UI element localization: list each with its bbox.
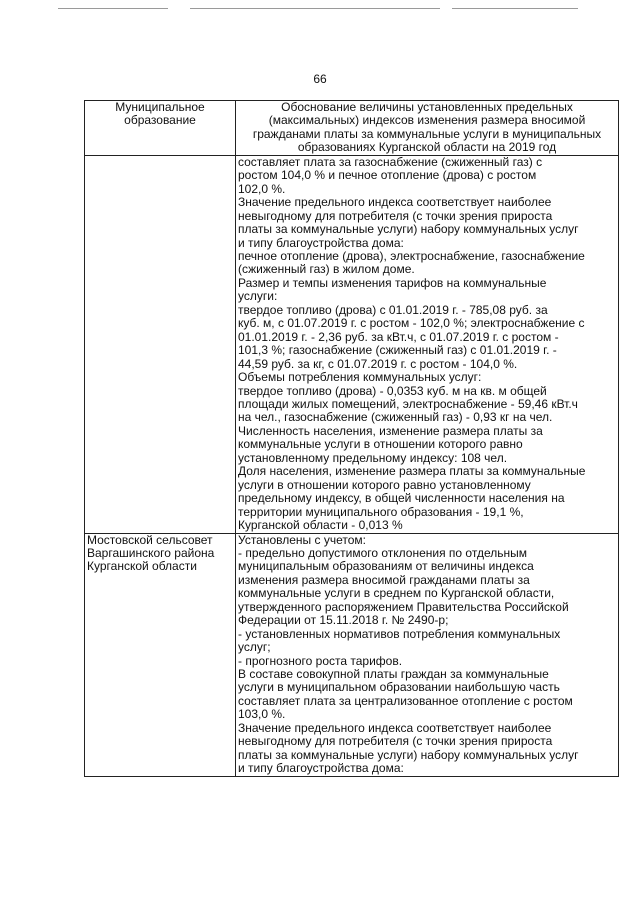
text-line: коммунальные услуги в среднем по Курганской области, xyxy=(238,586,555,601)
text-line: невыгодному для потребителя (с точки зрения прироста xyxy=(238,734,553,749)
text-line: предельному индексу, в общей численности населения на xyxy=(238,491,565,506)
text-line: твердое топливо (дрова) с 01.01.2019 г. - 785,08 руб. за xyxy=(238,302,548,317)
table-row xyxy=(85,533,619,776)
text-line: услуги: xyxy=(238,289,278,304)
text-line: - установленных нормативов потребления коммунальных xyxy=(238,626,561,641)
text-line: на чел., газоснабжение (сжиженный газ) - 0,93 кг на чел. xyxy=(238,410,553,425)
text-line: Варгашинского района xyxy=(87,545,215,560)
text-line: - предельно допустимого отклонения по отдельным xyxy=(238,545,527,560)
text-line: коммунальные услуги в отношении которого равно xyxy=(238,437,523,452)
table-row xyxy=(85,155,619,533)
text-line: муниципальным образованиям от величины индекса xyxy=(238,559,534,574)
tariff-justification-table xyxy=(84,100,619,777)
text-line: куб. м, с 01.07.2019 г. с ростом - 102,0 %; электроснабжение с xyxy=(238,316,585,331)
text-line: В составе совокупной платы граждан за коммунальные xyxy=(238,667,549,682)
text-line: невыгодному для потребителя (с точки зрения прироста xyxy=(238,208,553,223)
text-line: Размер и темпы изменения тарифов на коммунальные xyxy=(238,275,547,290)
text-line: Значение предельного индекса соответствует наиболее xyxy=(238,195,552,210)
text-line: услуг; xyxy=(238,640,271,655)
text-line: услуги в муниципальном образовании наибольшую часть xyxy=(238,680,560,695)
header-municipality: Муниципальное образование xyxy=(85,101,236,156)
text-line: платы за коммунальные услуги) набору коммунальных услуг xyxy=(238,747,579,762)
text-line: платы за коммунальные услуги) набору коммунальных услуг xyxy=(238,222,579,237)
text-line: и типу благоустройства дома: xyxy=(238,761,404,776)
text-line: установленному предельному индексу: 108 чел. xyxy=(238,450,508,465)
text-line: Мостовской сельсовет xyxy=(87,532,213,547)
justification-cell xyxy=(236,155,619,533)
page-number: 66 xyxy=(313,72,327,86)
text-line: 44,59 руб. за кг, с 01.07.2019 г. с ростом - 104,0 %. xyxy=(238,356,518,371)
text-line: Установлены с учетом: xyxy=(238,532,366,547)
municipality-cell xyxy=(85,155,236,533)
text-line: ростом 104,0 % и печное отопление (дрова) с ростом xyxy=(238,168,537,183)
text-line: Доля населения, изменение размера платы за коммунальные xyxy=(238,464,586,479)
scan-artifact-line xyxy=(190,8,440,9)
text-line: Объемы потребления коммунальных услуг: xyxy=(238,370,482,385)
text-line: - прогнозного роста тарифов. xyxy=(238,653,403,668)
text-line: Численность населения, изменение размера платы за xyxy=(238,423,543,438)
text-line: (сжиженный газ) в жилом доме. xyxy=(238,262,415,277)
municipality-cell xyxy=(85,533,236,776)
text-line: 103,0 %. xyxy=(238,707,286,722)
text-line: Федерации от 15.11.2018 г. № 2490-р; xyxy=(238,613,449,628)
text-line: изменения размера вносимой гражданами платы за xyxy=(238,572,530,587)
text-line: территории муниципального образования - 19,1 %, xyxy=(238,504,524,519)
text-line: Значение предельного индекса соответствует наиболее xyxy=(238,720,552,735)
scan-artifact-line xyxy=(58,8,168,9)
text-line: утвержденного распоряжением Правительства Российской xyxy=(238,599,569,614)
text-line: 102,0 %. xyxy=(238,181,286,196)
table-header-row xyxy=(85,101,619,156)
text-line: услуги в отношении которого равно установленному xyxy=(238,477,531,492)
justification-cell xyxy=(236,533,619,776)
text-line: Курганской области - 0,013 % xyxy=(238,518,403,533)
text-line: составляет плата за газоснабжение (сжиженный газ) с xyxy=(238,154,543,169)
text-line: составляет плата за централизованное отопление с ростом xyxy=(238,693,573,708)
text-line: Курганской области xyxy=(87,559,197,574)
text-line: печное отопление (дрова), электроснабжение, газоснабжение xyxy=(238,248,585,263)
header-justification: Обоснование величины установленных предельных (максимальных) индексов изменения размера вносимой гражданами платы за коммунальные услуги в муниципальных образованиях Курганской области на 2019 год xyxy=(236,101,619,156)
text-line: и типу благоустройства дома: xyxy=(238,235,404,250)
text-line: площади жилых помещений, электроснабжение - 59,46 кВт.ч xyxy=(238,396,578,411)
text-line: 01.01.2019 г. - 2,36 руб. за кВт.ч, с 01.07.2019 г. с ростом - xyxy=(238,329,559,344)
scan-artifact-line xyxy=(452,8,578,9)
text-line: твердое топливо (дрова) - 0,0353 куб. м на кв. м общей xyxy=(238,383,547,398)
text-line: 101,3 %; газоснабжение (сжиженный газ) с 01.01.2019 г. - xyxy=(238,343,557,358)
